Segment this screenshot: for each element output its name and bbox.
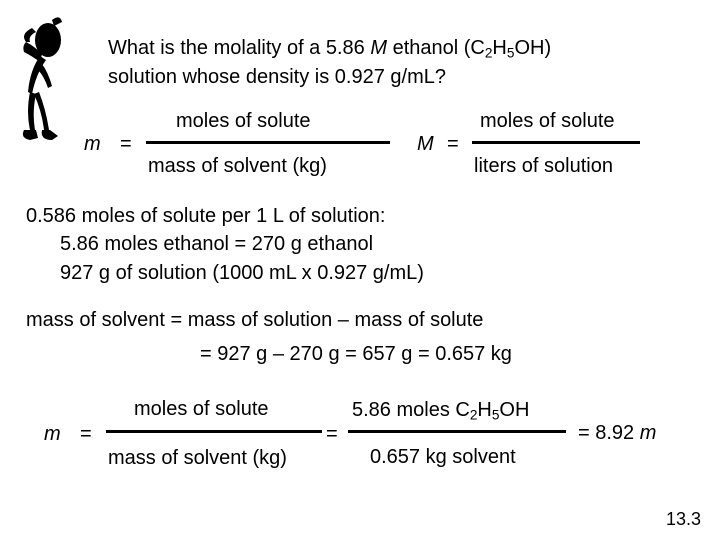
final-equals-2: = [326, 423, 338, 445]
final-equals-1: = [80, 423, 92, 445]
given-line-1: 0.586 moles of solute per 1 L of solution: [26, 205, 386, 227]
slide-number: 13.3 [666, 509, 702, 529]
solvent-line-1: mass of solvent = mass of solution – mass of solute [26, 309, 484, 331]
final-result: = 8.92 m [578, 422, 657, 444]
final-symbol: m [44, 423, 61, 445]
molality-numerator: moles of solute [176, 110, 311, 132]
molarity-symbol: M [417, 133, 434, 155]
final-numerator-1: moles of solute [134, 398, 269, 420]
molarity-equals: = [447, 133, 459, 155]
molarity-fraction-bar [472, 141, 640, 144]
thinking-figure-icon [12, 12, 72, 152]
molarity-denominator: liters of solution [474, 155, 613, 177]
final-fraction-bar-2 [348, 430, 566, 433]
final-denominator-2: 0.657 kg solvent [370, 446, 516, 468]
question-line-2: solution whose density is 0.927 g/mL? [108, 66, 446, 88]
question-line-1: What is the molality of a 5.86 M ethanol $(C_2H_5OH)$ [108, 37, 552, 61]
final-denominator-1: mass of solvent (kg) [108, 447, 287, 469]
solvent-line-2: = 927 g – 270 g = 657 g = 0.657 kg [200, 343, 512, 365]
molality-equals: = [120, 133, 132, 155]
molality-symbol: m [84, 133, 101, 155]
final-fraction-bar-1 [106, 430, 322, 433]
molality-fraction-bar [146, 141, 390, 144]
final-numerator-2: 5.86 moles $C_2H_5OH$ [352, 399, 530, 423]
molality-denominator: mass of solvent (kg) [148, 155, 327, 177]
molarity-numerator: moles of solute [480, 110, 615, 132]
given-line-3: 927 g of solution (1000 mL x 0.927 g/mL) [60, 262, 424, 284]
given-line-2: 5.86 moles ethanol = 270 g ethanol [60, 233, 374, 255]
